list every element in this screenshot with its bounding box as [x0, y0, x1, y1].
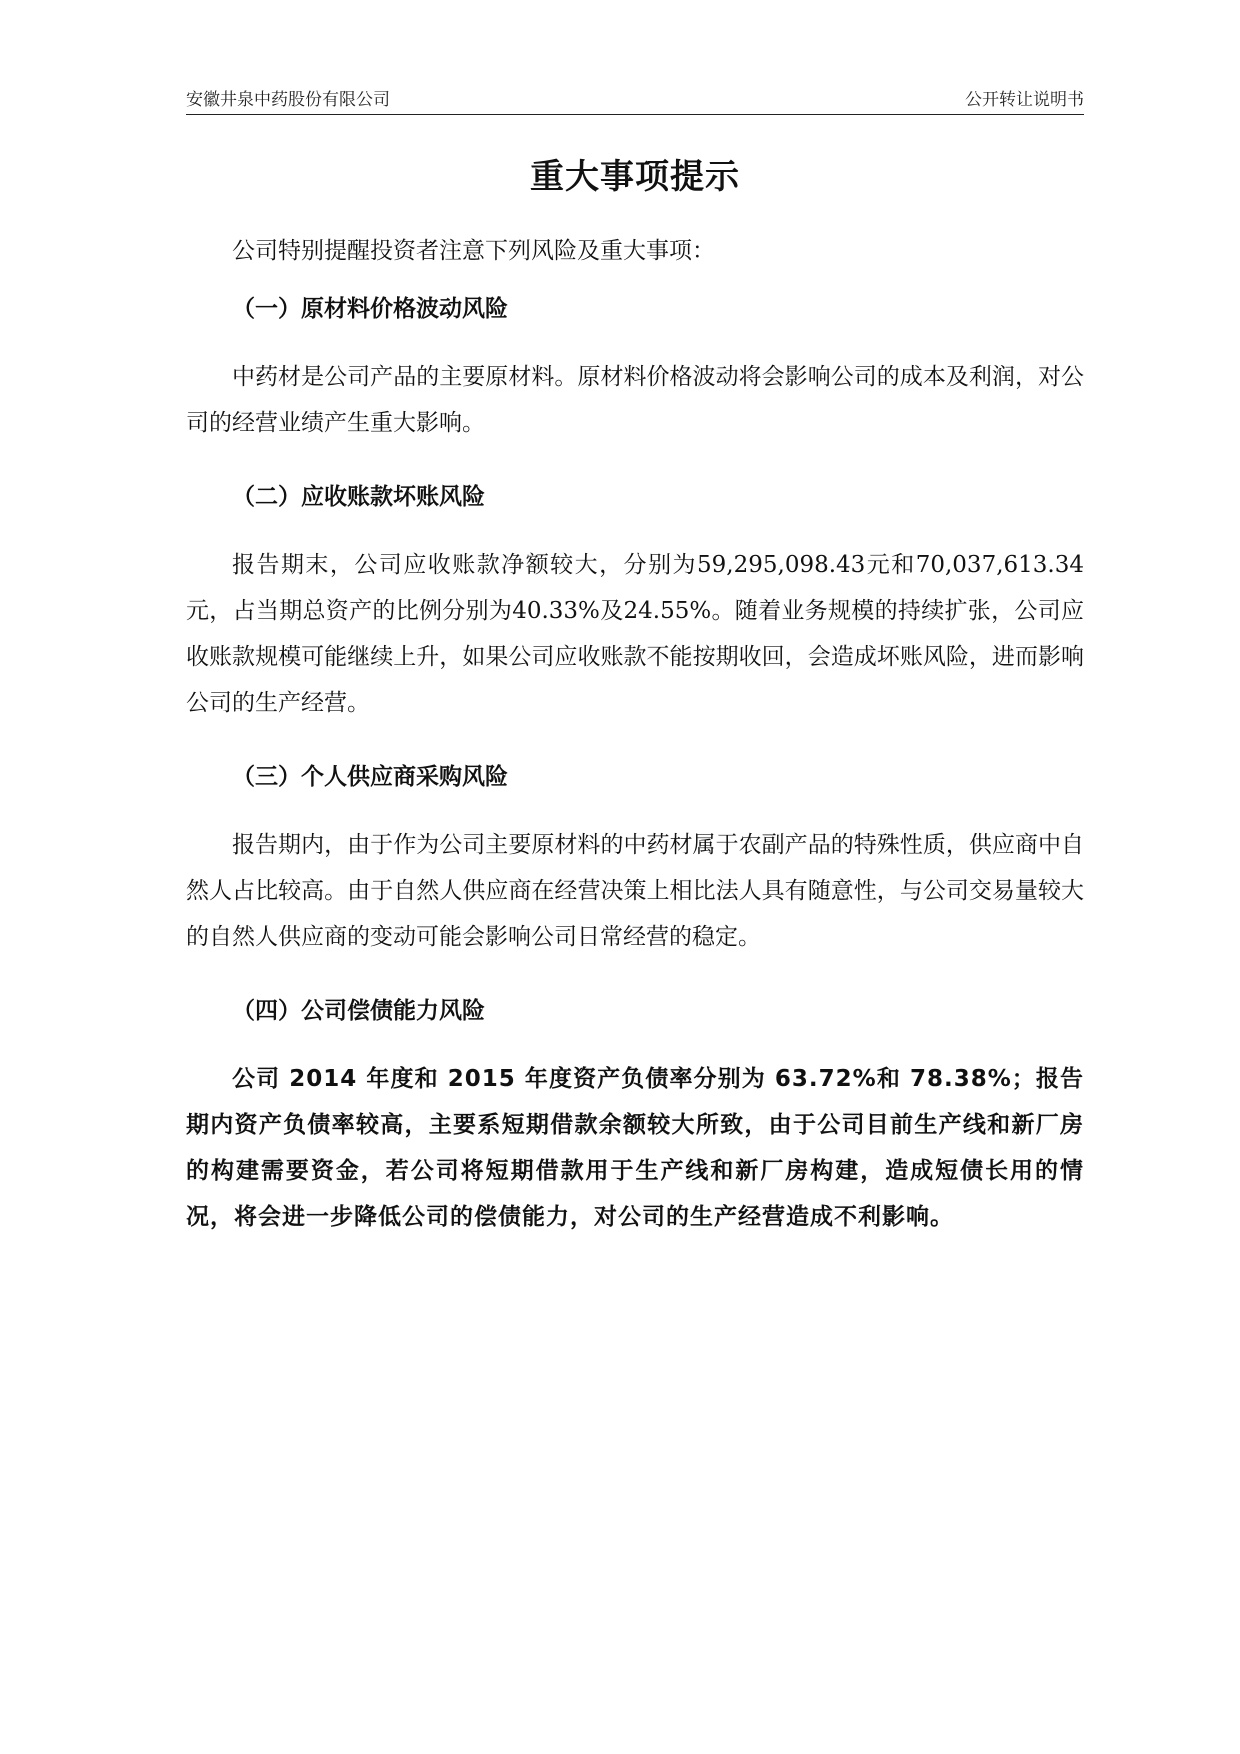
section-body-raw-material-risk: 中药材是公司产品的主要原材料。原材料价格波动将会影响公司的成本及利润，对公司的经营业绩产生重大影响。	[186, 364, 1084, 436]
document-body	[186, 152, 1084, 1266]
section-body-solvency-risk: 公司 2014 年度和 2015 年度资产负债率分别为 63.72%和 78.38%；报告期内资产负债率较高，主要系短期借款余额较大所致，由于公司目前生产线和新厂房的构建需要资金，若公司将短期借款用于生产线和新厂房构建，造成短债长用的情况，将会进一步降低公司的偿债能力，对公司的生产经营造成不利影响。	[186, 1066, 1084, 1230]
section-heading-raw-material-risk: （一）原材料价格波动风险	[232, 296, 508, 322]
section-heading-solvency-risk: （四）公司偿债能力风险	[232, 998, 485, 1024]
header-company-name: 安徽井泉中药股份有限公司	[186, 90, 390, 110]
intro-paragraph: 公司特别提醒投资者注意下列风险及重大事项：	[232, 238, 715, 264]
section-body-receivables-risk: 报告期末，公司应收账款净额较大，分别为59,295,098.43元和70,037,613.34元，占当期总资产的比例分别为40.33%及24.55%。随着业务规模的持续扩张，公司应收账款规模可能继续上升，如果公司应收账款不能按期收回，会造成坏账风险，进而影响公司的生产经营。	[186, 552, 1084, 716]
page-header	[186, 86, 1084, 115]
section-heading-supplier-risk: （三）个人供应商采购风险	[232, 764, 508, 790]
header-document-type: 公开转让说明书	[965, 90, 1084, 110]
section-heading-receivables-risk: （二）应收账款坏账风险	[232, 484, 485, 510]
section-body-supplier-risk: 报告期内，由于作为公司主要原材料的中药材属于农副产品的特殊性质，供应商中自然人占比较高。由于自然人供应商在经营决策上相比法人具有随意性，与公司交易量较大的自然人供应商的变动可能会影响公司日常经营的稳定。	[186, 832, 1084, 950]
page-title: 重大事项提示	[530, 157, 740, 197]
